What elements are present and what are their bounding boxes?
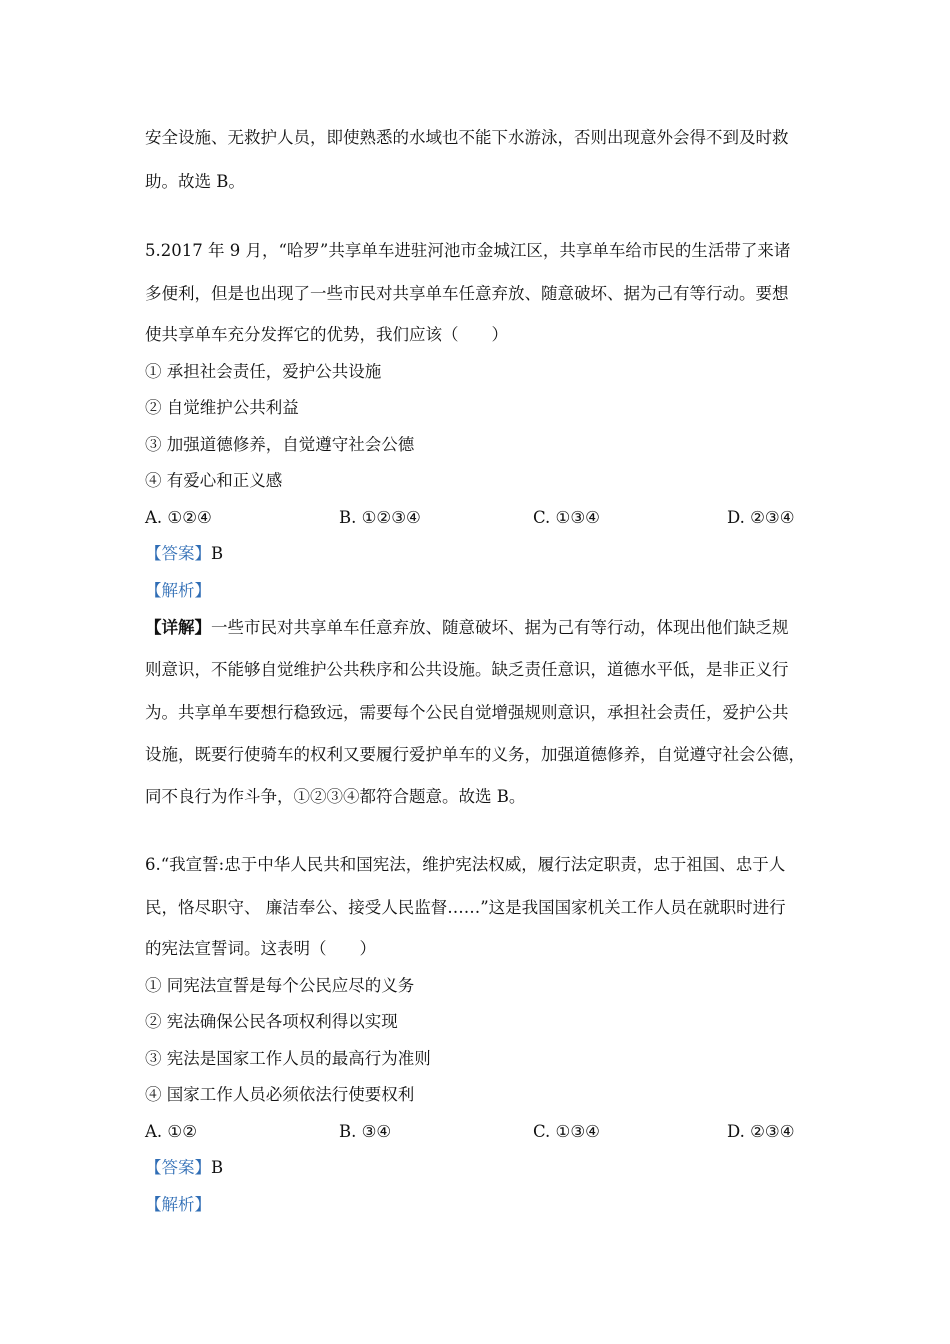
q5-analysis-heading <box>145 581 211 601</box>
q6-stem-line-3: 的宪法宣誓词。这表明（ ） <box>145 939 376 958</box>
q5-option-d: D. ②③④ <box>727 508 795 527</box>
q6-stem-line-2: 民，恪尽职守、 廉洁奉公、接受人民监督……”这是我国国家机关工作人员在就职时进行 <box>145 898 786 917</box>
q5-detail-line-1 <box>145 618 789 638</box>
q5-answer-value: B <box>211 544 224 563</box>
q6-answer-value: B <box>211 1158 224 1177</box>
q6-item-3: ③ 宪法是国家工作人员的最高行为准则 <box>145 1049 431 1068</box>
q5-detail-line-5: 同不良行为作斗争，①②③④都符合题意。故选 B。 <box>145 787 526 806</box>
q6-item-1: ① 同宪法宣誓是每个公民应尽的义务 <box>145 976 415 995</box>
q6-option-d: D. ②③④ <box>727 1122 795 1141</box>
q6-item-4: ④ 国家工作人员必须依法行使要权利 <box>145 1085 415 1104</box>
q6-analysis-heading <box>145 1195 211 1215</box>
q5-option-b: B. ①②③④ <box>339 508 421 527</box>
q6-option-a: A. ①② <box>145 1122 197 1141</box>
q5-stem-line-2: 多便利，但是也出现了一些市民对共享单车任意弃放、随意破坏、据为己有等行动。要想 <box>145 284 789 303</box>
q5-detail-line-2: 则意识，不能够自觉维护公共秩序和公共设施。缺乏责任意识，道德水平低，是非正义行 <box>145 660 789 679</box>
q6-option-b: B. ③④ <box>339 1122 392 1141</box>
q6-answer-tag: 【答案】 <box>145 1158 211 1177</box>
q5-item-2: ② 自觉维护公共利益 <box>145 398 299 417</box>
q5-item-4: ④ 有爱心和正义感 <box>145 471 283 490</box>
q6-option-c: C. ①③④ <box>533 1122 600 1141</box>
q5-item-1: ① 承担社会责任，爱护公共设施 <box>145 362 382 381</box>
q6-analysis-tag: 【解析】 <box>145 1195 211 1214</box>
q5-detail-tag: 【详解】 <box>145 618 211 637</box>
q5-stem-line-3: 使共享单车充分发挥它的优势，我们应该（ ） <box>145 325 508 344</box>
q5-option-c: C. ①③④ <box>533 508 600 527</box>
q5-item-3: ③ 加强道德修养，自觉遵守社会公德 <box>145 435 415 454</box>
q5-answer-tag: 【答案】 <box>145 544 211 563</box>
q6-answer <box>145 1158 223 1178</box>
q5-answer <box>145 544 223 564</box>
prev-analysis-line-1: 安全设施、无救护人员，即使熟悉的水域也不能下水游泳，否则出现意外会得不到及时救 <box>145 128 789 147</box>
q6-item-2: ② 宪法确保公民各项权利得以实现 <box>145 1012 398 1031</box>
q5-option-a: A. ①②④ <box>145 508 212 527</box>
prev-analysis-line-2: 助。故选 B。 <box>145 172 245 191</box>
q5-stem-line-1: 5.2017 年 9 月，“哈罗”共享单车进驻河池市金城江区，共享单车给市民的生活带了来诸 <box>145 241 791 260</box>
q5-detail-line-3: 为。共享单车要想行稳致远，需要每个公民自觉增强规则意识，承担社会责任，爱护公共 <box>145 703 789 722</box>
q5-detail-text-1: 一些市民对共享单车任意弃放、随意破坏、据为己有等行动，体现出他们缺乏规 <box>211 618 789 637</box>
q6-stem-line-1: 6.“我宣誓:忠于中华人民共和国宪法，维护宪法权威，履行法定职责，忠于祖国、忠于人 <box>145 855 786 874</box>
q5-detail-line-4: 设施，既要行使骑车的权利又要履行爱护单车的义务，加强道德修养，自觉遵守社会公德， <box>145 745 805 764</box>
q5-analysis-tag: 【解析】 <box>145 581 211 600</box>
